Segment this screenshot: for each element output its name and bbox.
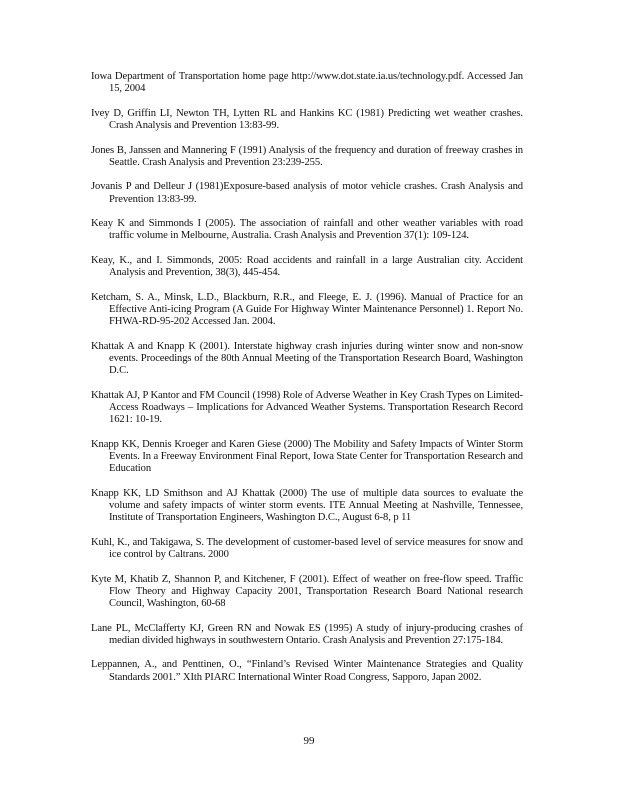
reference-list [91, 71, 523, 696]
reference-entry: Jones B, Janssen and Mannering F (1991) Analysis of the frequency and duration of freeway crashes in Seattle. Crash Analysis and Prevention 23:239-255. [91, 144, 523, 168]
reference-entry: Kuhl, K., and Takigawa, S. The development of customer-based level of service measures for snow and ice control by Caltrans. 2000 [91, 536, 523, 560]
reference-entry: Leppannen, A., and Penttinen, O., “Finland’s Revised Winter Maintenance Strategies and Quality Standards 2001.” XIth PIARC International Winter Road Congress, Sapporo, Japan 2002. [91, 659, 523, 683]
reference-entry: Keay, K., and I. Simmonds, 2005: Road accidents and rainfall in a large Australian city. Accident Analysis and Prevention, 38(3), 445-454. [91, 254, 523, 279]
reference-entry: Khattak A and Knapp K (2001). Interstate highway crash injuries during winter snow and non-snow events. Proceedings of the 80th Annual Meeting of the Transportation Research Board, Washington D.C. [91, 340, 523, 377]
page-number: 99 [303, 735, 315, 747]
reference-entry: Knapp KK, Dennis Kroeger and Karen Giese (2000) The Mobility and Safety Impacts of Winter Storm Events. In a Freeway Environment Final Report, Iowa State Center for Transportation Research and Education [91, 438, 523, 475]
reference-entry: Kyte M, Khatib Z, Shannon P, and Kitchener, F (2001). Effect of weather on free-flow speed. Traffic Flow Theory and Highway Capacity 2001, Transportation Research Board National research Council, Washington, 60-68 [91, 573, 523, 609]
reference-entry: Keay K and Simmonds I (2005). The association of rainfall and other weather variables with road traffic volume in Melbourne, Australia. Crash Analysis and Prevention 37(1): 109-124. [91, 218, 523, 242]
reference-entry: Jovanis P and Delleur J (1981)Exposure-based analysis of motor vehicle crashes. Crash Analysis and Prevention 13:83-99. [91, 181, 523, 205]
reference-entry: Ivey D, Griffin LI, Newton TH, Lytten RL and Hankins KC (1981) Predicting wet weather crashes. Crash Analysis and Prevention 13:83-99. [91, 107, 523, 131]
reference-entry: Lane PL, McClafferty KJ, Green RN and Nowak ES (1995) A study of injury-producing crashes of median divided highways in southwestern Ontario. Crash Analysis and Prevention 27:175-184. [91, 622, 523, 646]
reference-entry: Knapp KK, LD Smithson and AJ Khattak (2000) The use of multiple data sources to evaluate the volume and safety impacts of winter storm events. ITE Annual Meeting at Nashville, Tennessee, Institute of Transportation Engineers, Washington D.C., August 6-8, p 11 [91, 487, 523, 524]
reference-entry: Khattak AJ, P Kantor and FM Council (1998) Role of Adverse Weather in Key Crash Types on Limited-Access Roadways – Implications for Advanced Weather Systems. Transportation Research Record 1621: 10-19. [91, 389, 523, 426]
reference-entry: Iowa Department of Transportation home page http://www.dot.state.ia.us/technology.pdf. Accessed Jan 15, 2004 [91, 71, 523, 95]
reference-entry: Ketcham, S. A., Minsk, L.D., Blackburn, R.R., and Fleege, E. J. (1996). Manual of Practice for an Effective Anti-icing Program (A Guide For Highway Winter Maintenance Personnel) 1. Report No. FHWA-RD-95-202 Accessed Jan. 2004. [91, 291, 523, 328]
